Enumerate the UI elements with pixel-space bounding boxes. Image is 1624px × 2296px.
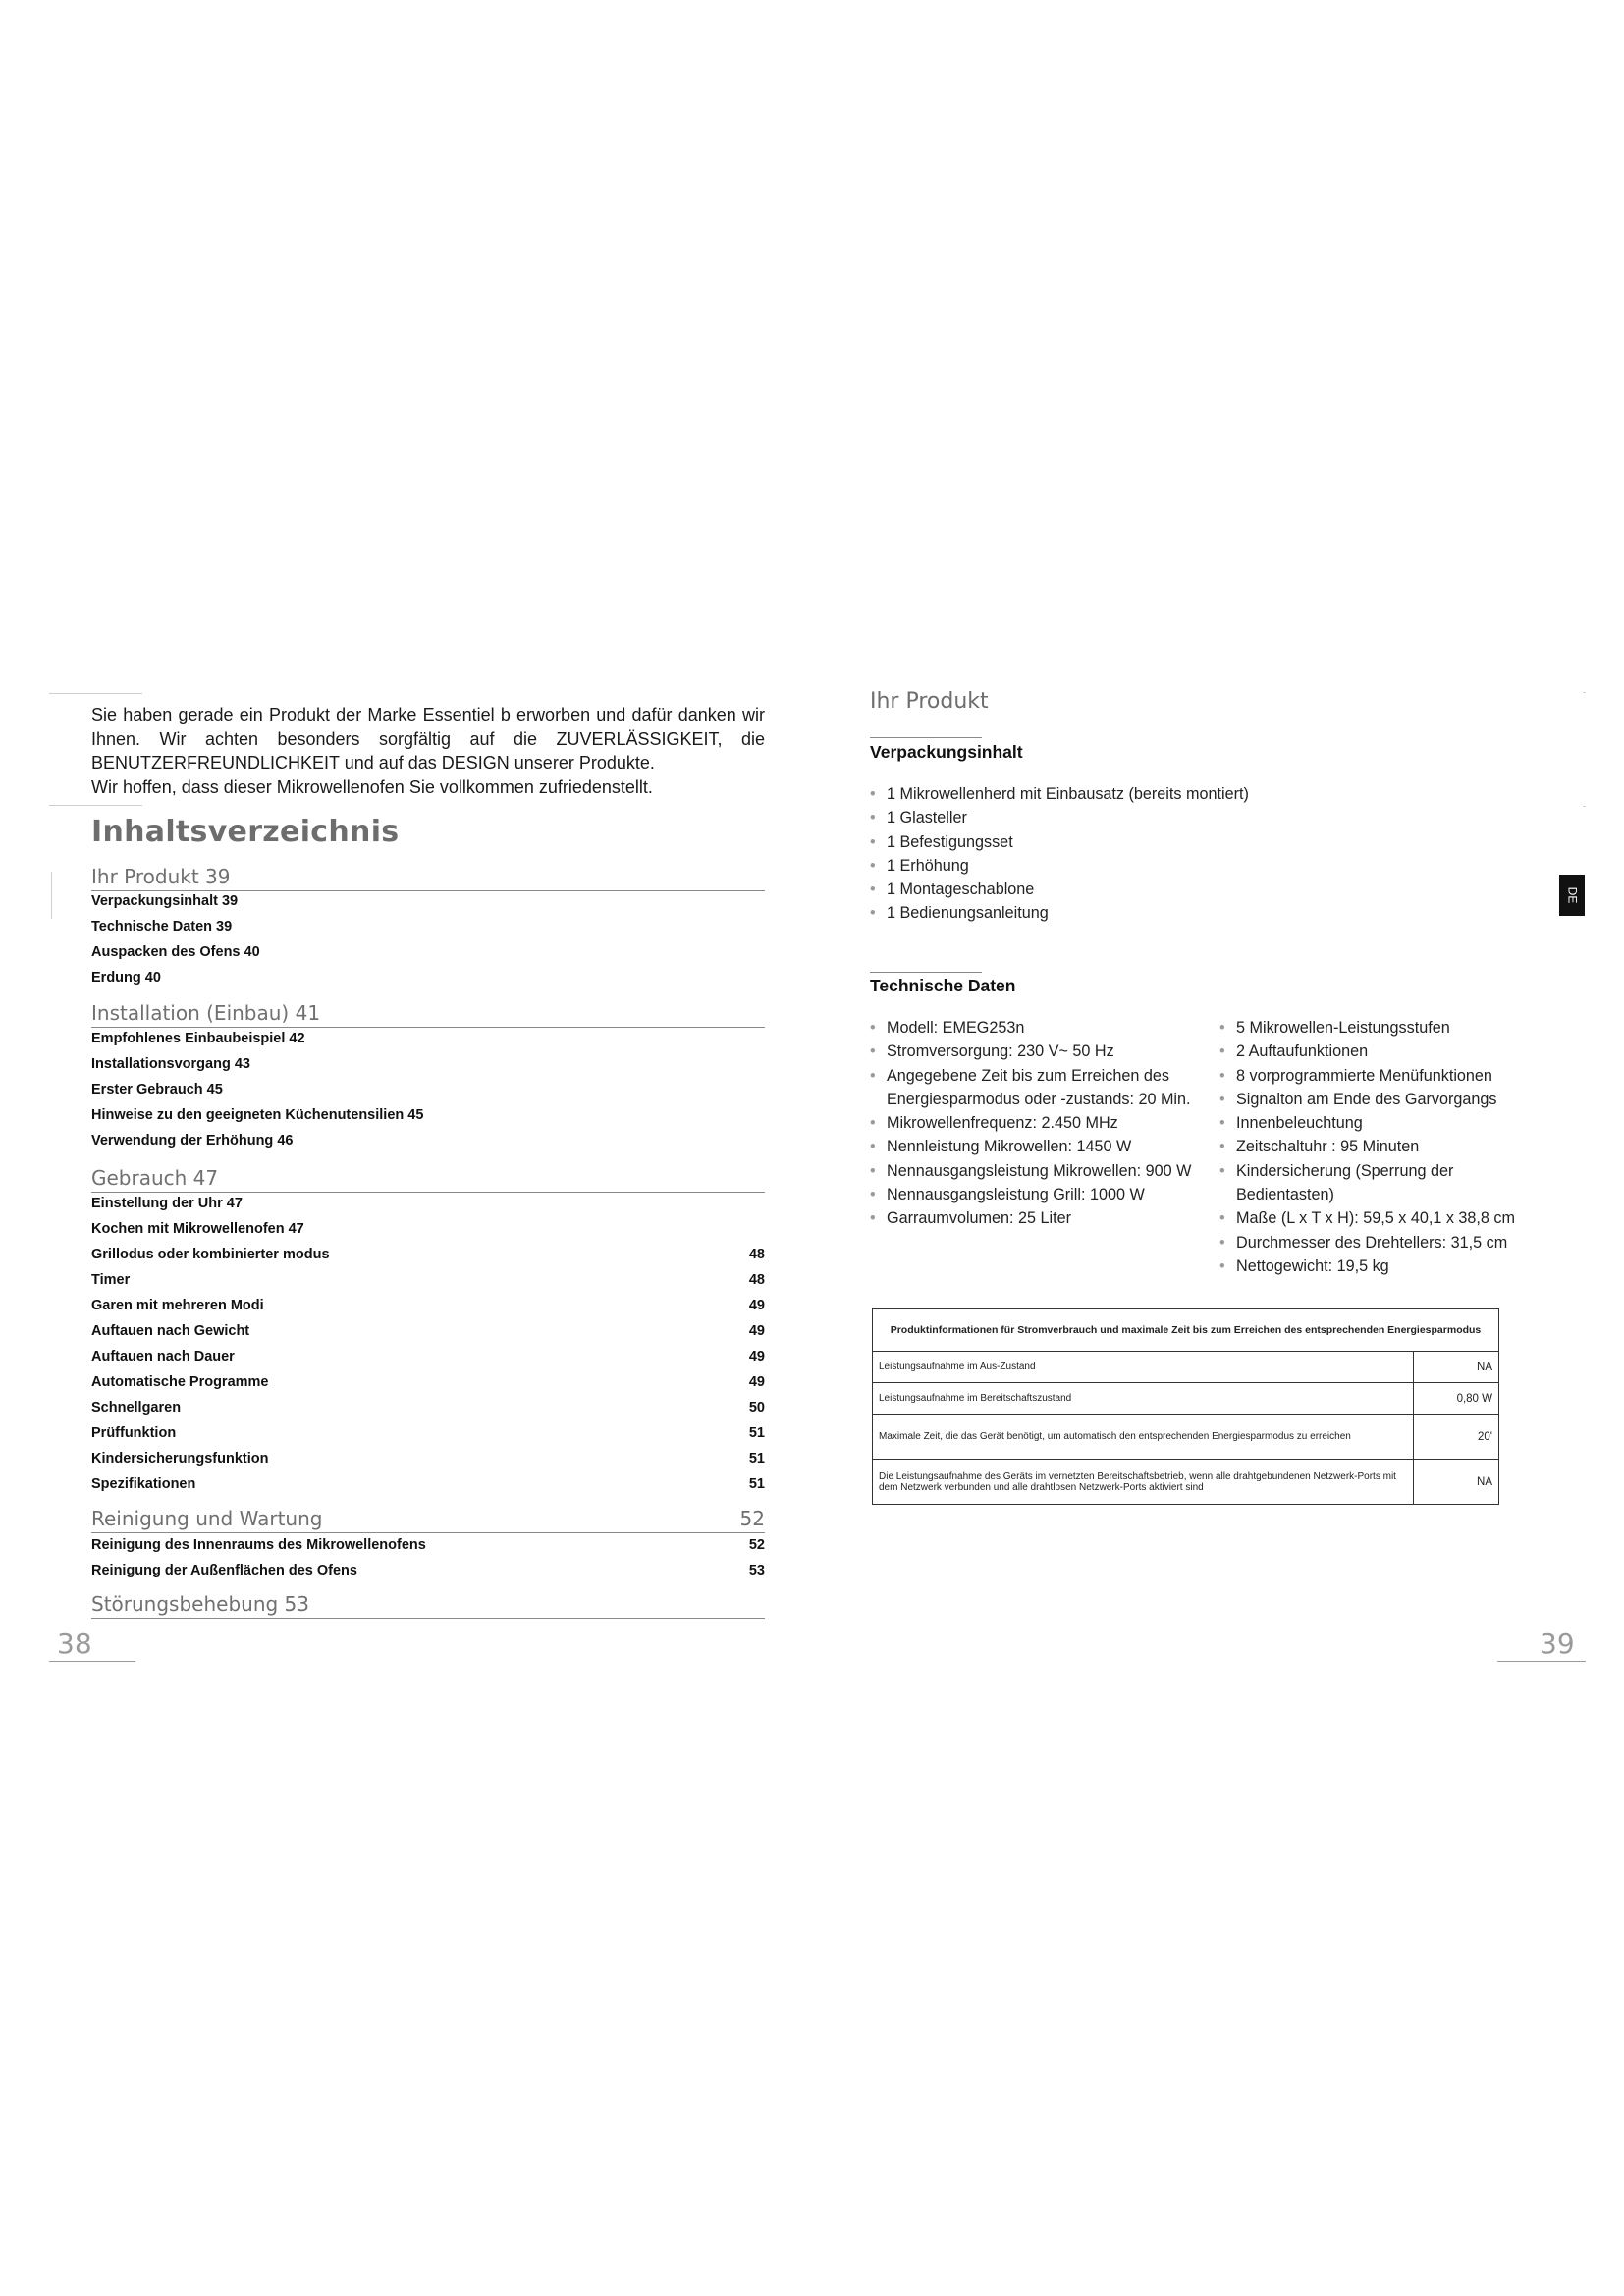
list-item: • 5 Mikrowellen-Leistungsstufen [1219, 1016, 1543, 1040]
toc-item[interactable] [91, 1476, 765, 1492]
section-rule [91, 1192, 765, 1193]
toc-item-label: Schnellgaren [91, 1400, 182, 1415]
table-row [873, 1415, 1499, 1460]
table-cell-label: Maximale Zeit, die das Gerät benötigt, um automatisch den entsprechenden Energiesparmodus zu erreichen [873, 1415, 1414, 1460]
verpackungsinhalt-list [870, 782, 1361, 926]
verpackungsinhalt-title: Verpackungsinhalt [870, 742, 1023, 762]
toc-item[interactable] [91, 1031, 765, 1046]
list-item: • 1 Erhöhung [870, 854, 1361, 878]
page-number-left: 38 [57, 1628, 92, 1660]
subheading-rule [870, 972, 982, 973]
page-number-right: 39 [1540, 1628, 1575, 1660]
technische-daten-title: Technische Daten [870, 976, 1016, 995]
intro-rule [49, 693, 142, 694]
list-item: • Nennausgangsleistung Mikrowellen: 900 W [870, 1159, 1204, 1183]
toc-section-label: Installation (Einbau) 41 [91, 1001, 321, 1025]
language-tab[interactable] [1559, 875, 1585, 916]
toc-item-page: 49 [748, 1374, 765, 1390]
toc-item[interactable] [91, 1221, 765, 1237]
side-mark [51, 872, 52, 919]
table-header: Produktinformationen für Stromverbrauch und maximale Zeit bis zum Erreichen des entsprechenden Energiesparmodus [873, 1309, 1499, 1352]
list-item: • Angegebene Zeit bis zum Erreichen des Energiesparmodus oder -zustands: 20 Min. [870, 1064, 1204, 1112]
toc-item[interactable] [91, 1298, 765, 1313]
toc-item-page: 48 [748, 1272, 765, 1288]
toc-item-page: 53 [748, 1563, 765, 1578]
toc-item-label: Auspacken des Ofens 40 [91, 944, 260, 960]
section-rule [91, 890, 765, 891]
list-item: • Stromversorgung: 230 V~ 50 Hz [870, 1040, 1204, 1063]
list-item: • 1 Bedienungsanleitung [870, 901, 1361, 925]
table-cell-label: Leistungsaufnahme im Bereitschaftszustand [873, 1383, 1414, 1415]
toc-item[interactable] [91, 1537, 765, 1553]
toc-item[interactable] [91, 1082, 765, 1097]
toc-item[interactable] [91, 1400, 765, 1415]
toc-section-reinigung[interactable] [91, 1507, 765, 1530]
toc-item-page: 52 [748, 1537, 765, 1553]
page-number-rule-left [49, 1661, 135, 1662]
toc-item-label: Kochen mit Mikrowellenofen 47 [91, 1221, 304, 1237]
page-number-rule-right [1497, 1661, 1586, 1662]
list-item: • Innenbeleuchtung [1219, 1111, 1543, 1135]
table-cell-value: 20' [1414, 1415, 1499, 1460]
toc-section-ihr-produkt[interactable] [91, 865, 765, 888]
table-row [873, 1352, 1499, 1383]
list-item: • 1 Montageschablone [870, 878, 1361, 901]
table-cell-value: NA [1414, 1352, 1499, 1383]
tech-specs-right-list [1219, 1016, 1543, 1278]
list-item: • Signalton am Ende des Garvorgangs [1219, 1088, 1543, 1111]
toc-item[interactable] [91, 1374, 765, 1390]
toc-item[interactable] [91, 1323, 765, 1339]
table-cell-value: 0,80 W [1414, 1383, 1499, 1415]
tech-specs-left-list [870, 1016, 1204, 1231]
section-rule [91, 1532, 765, 1533]
toc-section-label: Reinigung und Wartung [91, 1507, 323, 1530]
table-cell-label: Die Leistungsaufnahme des Geräts im vernetzten Bereitschaftsbetrieb, wenn alle drahtgebundenen Netzwerk-Ports mit dem Netzwerk verbunden und alle drahtlosen Netzwerk-Ports aktiviert sind [873, 1460, 1414, 1505]
toc-item-label: Automatische Programme [91, 1374, 269, 1390]
toc-item[interactable] [91, 1451, 765, 1467]
toc-item-label: Erdung 40 [91, 970, 161, 986]
toc-section-label: Störungsbehebung 53 [91, 1592, 309, 1616]
toc-item[interactable] [91, 1349, 765, 1364]
toc-item-page: 49 [748, 1323, 765, 1339]
section-rule [91, 1618, 765, 1619]
intro-rule-lower [49, 805, 142, 806]
intro-closing: Wir hoffen, dass dieser Mikrowellenofen Sie vollkommen zufriedenstellt. [91, 776, 653, 797]
list-item: • Nennausgangsleistung Grill: 1000 W [870, 1183, 1204, 1206]
list-item: • Durchmesser des Drehtellers: 31,5 cm [1219, 1231, 1543, 1255]
toc-item[interactable] [91, 944, 765, 960]
toc-item[interactable] [91, 970, 765, 986]
toc-item-label: Prüffunktion [91, 1425, 177, 1441]
toc-item[interactable] [91, 1563, 765, 1578]
toc-item-label: Reinigung des Innenraums des Mikrowellenofens [91, 1537, 426, 1553]
margin-mark [1583, 692, 1586, 693]
toc-item-label: Auftauen nach Gewicht [91, 1323, 250, 1339]
toc-item-page: 51 [748, 1451, 765, 1467]
toc-item-label: Garen mit mehreren Modi [91, 1298, 264, 1313]
list-item: • 2 Auftaufunktionen [1219, 1040, 1543, 1063]
list-item: • Mikrowellenfrequenz: 2.450 MHz [870, 1111, 1204, 1135]
toc-item[interactable] [91, 1247, 765, 1262]
toc-item[interactable] [91, 919, 765, 934]
table-row [873, 1383, 1499, 1415]
list-item: • 1 Mikrowellenherd mit Einbausatz (bereits montiert) [870, 782, 1361, 806]
toc-section-label: Ihr Produkt 39 [91, 865, 231, 888]
table-cell-label: Leistungsaufnahme im Aus-Zustand [873, 1352, 1414, 1383]
table-header-row [873, 1309, 1499, 1352]
language-tab-label: DE [1564, 886, 1579, 904]
toc-item-label: Technische Daten 39 [91, 919, 233, 934]
margin-mark [1583, 806, 1586, 807]
toc-item-label: Installationsvorgang 43 [91, 1056, 250, 1072]
toc-item-label: Einstellung der Uhr 47 [91, 1196, 243, 1211]
toc-item[interactable] [91, 1056, 765, 1072]
list-item: • 8 vorprogrammierte Menüfunktionen [1219, 1064, 1543, 1088]
list-item: • Nennleistung Mikrowellen: 1450 W [870, 1135, 1204, 1158]
toc-section-page: 52 [739, 1507, 765, 1530]
list-item: • Modell: EMEG253n [870, 1016, 1204, 1040]
toc-item-label: Timer [91, 1272, 131, 1288]
toc-item[interactable] [91, 1107, 765, 1123]
table-cell-value: NA [1414, 1460, 1499, 1505]
toc-section-gebrauch[interactable] [91, 1166, 765, 1190]
list-item: • 1 Glasteller [870, 806, 1361, 829]
intro-text [91, 703, 765, 799]
list-item: • Kindersicherung (Sperrung der Bedientasten) [1219, 1159, 1543, 1207]
toc-item-label: Kindersicherungsfunktion [91, 1451, 269, 1467]
toc-section-installation[interactable] [91, 1001, 765, 1025]
toc-item-page: 49 [748, 1298, 765, 1313]
toc-item-label: Spezifikationen [91, 1476, 196, 1492]
energy-info-table [872, 1308, 1499, 1505]
toc-item-label: Hinweise zu den geeigneten Küchenutensilien 45 [91, 1107, 424, 1123]
intro-paragraph: Sie haben gerade ein Produkt der Marke Essentiel b erworben und dafür danken wir Ihnen. Wir achten besonders sorgfältig auf die ZUVERLÄSSIGKEIT, die BENUTZERFREUNDLICHKEIT und auf das DESIGN unserer Produkte. [91, 705, 765, 773]
toc-item-label: Reinigung der Außenflächen des Ofens [91, 1563, 357, 1578]
toc-item[interactable] [91, 893, 765, 909]
list-item: • Maße (L x T x H): 59,5 x 40,1 x 38,8 cm [1219, 1206, 1543, 1230]
toc-title: Inhaltsverzeichnis [91, 815, 400, 849]
toc-item-page: 51 [748, 1425, 765, 1441]
list-item: • Nettogewicht: 19,5 kg [1219, 1255, 1543, 1278]
toc-item-page: 50 [748, 1400, 765, 1415]
section-rule [91, 1027, 765, 1028]
toc-item-label: Empfohlenes Einbaubeispiel 42 [91, 1031, 305, 1046]
list-item: • 1 Befestigungsset [870, 830, 1361, 854]
toc-item[interactable] [91, 1196, 765, 1211]
toc-item-label: Verwendung der Erhöhung 46 [91, 1133, 294, 1148]
toc-section-label: Gebrauch 47 [91, 1166, 219, 1190]
toc-item-label: Erster Gebrauch 45 [91, 1082, 223, 1097]
toc-item-page: 51 [748, 1476, 765, 1492]
toc-item[interactable] [91, 1272, 765, 1288]
toc-item-page: 48 [748, 1247, 765, 1262]
toc-item[interactable] [91, 1133, 765, 1148]
toc-section-stoerungsbehebung[interactable] [91, 1592, 765, 1616]
toc-item-page: 49 [748, 1349, 765, 1364]
table-row [873, 1460, 1499, 1505]
toc-item-label: Verpackungsinhalt 39 [91, 893, 239, 909]
toc-item-label: Grillodus oder kombinierter modus [91, 1247, 330, 1262]
toc-item-label: Auftauen nach Dauer [91, 1349, 235, 1364]
list-item: • Zeitschaltuhr : 95 Minuten [1219, 1135, 1543, 1158]
toc-item[interactable] [91, 1425, 765, 1441]
list-item: • Garraumvolumen: 25 Liter [870, 1206, 1204, 1230]
subheading-rule [870, 737, 982, 738]
section-heading-ihr-produkt: Ihr Produkt [870, 689, 989, 714]
